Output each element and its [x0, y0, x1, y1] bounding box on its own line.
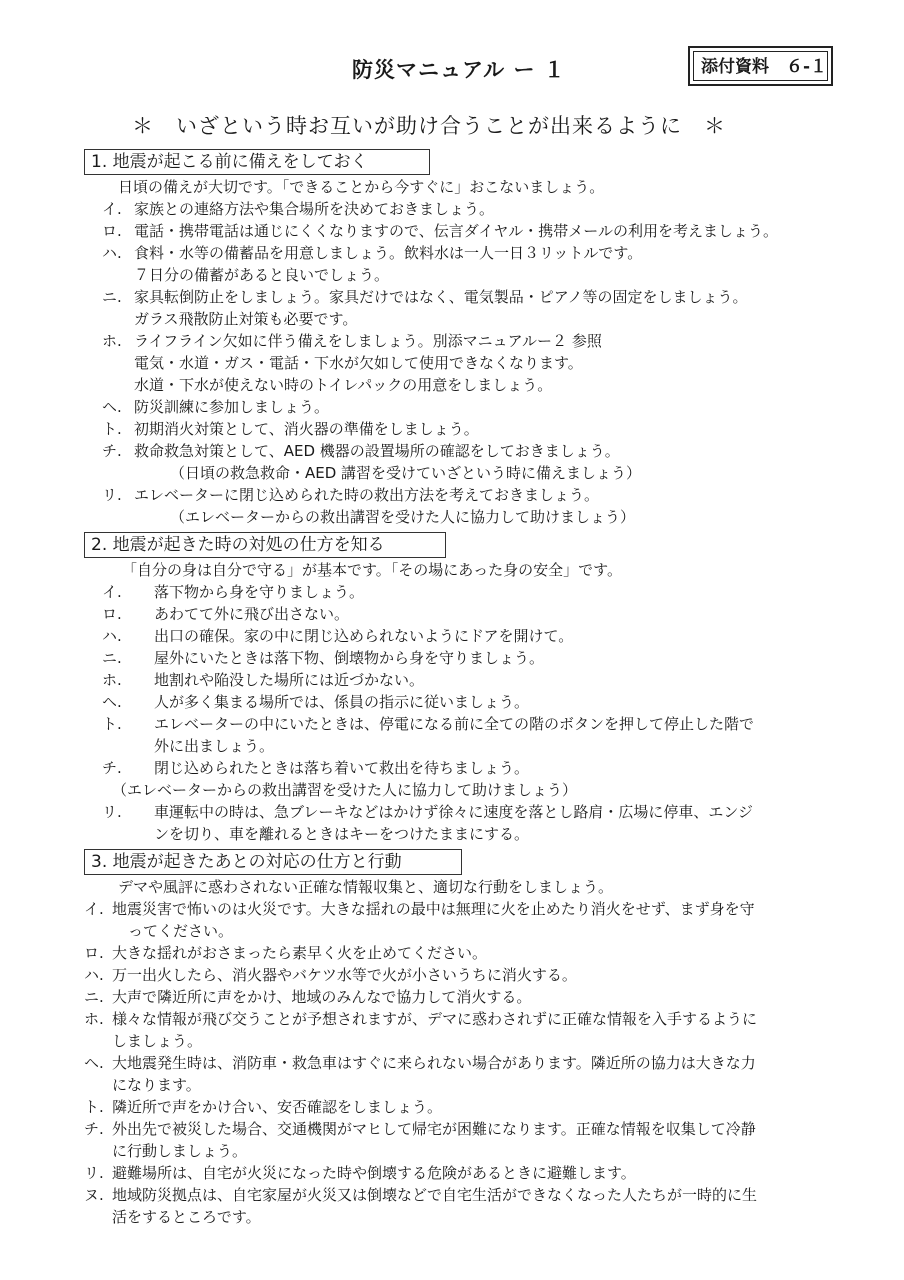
item-marker: ハ. [102, 244, 122, 262]
item-text: 外出先で被災した場合、交通機関がマヒして帰宅が困難になります。正確な情報を収集して冷静 [112, 1120, 756, 1138]
item-marker: リ. [102, 486, 122, 504]
item-text: 人が多く集まる場所では、係員の指示に従いましょう。 [154, 693, 530, 711]
item-text: ライフライン欠如に伴う備えをしましょう。別添マニュアルー２ 参照 [134, 332, 602, 350]
section-3-item-continued: に行動しましょう。 [112, 1142, 248, 1160]
item-marker: チ. [102, 759, 122, 777]
item-text: 隣近所で声をかけ合い、安否確認をしましょう。 [112, 1098, 443, 1116]
item-text: 避難場所は、自宅が火災になった時や倒壊する危険があるときに避難します。 [112, 1164, 636, 1182]
section-2-item [102, 670, 424, 690]
item-text: 車運転中の時は、急ブレーキなどはかけず徐々に速度を落とし路肩・広場に停車、エンジ [154, 803, 754, 821]
section-3-item-continued: しましょう。 [112, 1032, 203, 1050]
section-2-item [102, 648, 544, 668]
item-marker: リ. [102, 803, 122, 821]
item-marker: チ. [84, 1120, 104, 1138]
section-3-item-continued: ってください。 [128, 922, 234, 940]
section-2-item-continued: ンを切り、車を離れるときはキーをつけたままにする。 [154, 825, 530, 843]
item-marker: ホ. [102, 332, 122, 350]
section-1-item-continued: 電気・水道・ガス・電話・下水が欠如して使用できなくなります。 [134, 354, 583, 372]
item-text: 大声で隣近所に声をかけ、地域のみんなで協力して消火する。 [112, 988, 532, 1006]
item-marker: ハ. [102, 627, 122, 645]
item-text: エレベーターに閉じ込められた時の救出方法を考えておきましょう。 [134, 486, 600, 504]
section-1-item-continued: （エレベーターからの救出講習を受けた人に協力して助けましょう） [170, 508, 636, 526]
section-1-item [102, 441, 620, 461]
section-3-item [84, 1053, 756, 1073]
item-marker: ニ. [84, 988, 104, 1006]
item-text: 万一出火したら、消火器やバケツ水等で火が小さいうちに消火する。 [112, 966, 577, 984]
section-2-item [102, 582, 364, 602]
section-2-heading: 2. 地震が起きた時の対処の仕方を知る [84, 532, 446, 558]
section-3-item [84, 899, 755, 919]
section-2-item-continued: （エレベーターからの救出講習を受けた人に協力して助けましょう） [112, 781, 578, 799]
section-3-item [84, 1185, 757, 1205]
section-1-item [102, 485, 599, 505]
section-3-item-continued: 活をするところです。 [112, 1208, 261, 1226]
item-marker: イ. [84, 900, 104, 918]
item-marker: ハ. [84, 966, 104, 984]
item-text: 家具転倒防止をしましょう。家具だけではなく、電気製品・ピアノ等の固定をしましょう。 [134, 288, 748, 306]
section-1-intro: 日頃の備えが大切です。「できることから今すぐに」おこないましょう。 [118, 178, 605, 196]
item-marker: ロ. [84, 944, 104, 962]
item-marker: ヘ. [102, 398, 122, 416]
item-marker: イ. [102, 583, 122, 601]
section-3-item [84, 1119, 756, 1139]
item-text: あわてて外に飛び出さない。 [154, 605, 350, 623]
item-text: 屋外にいたときは落下物、倒壊物から身を守りましょう。 [154, 649, 545, 667]
item-marker: ヌ. [84, 1186, 104, 1204]
section-2-item [102, 714, 754, 734]
item-marker: チ. [102, 442, 122, 460]
item-text: 地域防災拠点は、自宅家屋が火災又は倒壊などで自宅生活ができなくなった人たちが一時的に生 [112, 1186, 758, 1204]
document-title: 防災マニュアル ー １ [352, 58, 566, 82]
section-3-item-continued: になります。 [112, 1076, 201, 1094]
item-marker: ヘ. [84, 1054, 104, 1072]
section-3-heading: 3. 地震が起きたあとの対応の仕方と行動 [84, 849, 462, 875]
section-3-item [84, 987, 531, 1007]
section-1-item-continued: （日頃の救急救命・AED 講習を受けていざという時に備えましょう） [170, 464, 642, 482]
item-text: 電話・携帯電話は通じにくくなりますので、伝言ダイヤル・携帯メールの利用を考えましょう。 [134, 222, 778, 240]
section-1-item-continued: 水道・下水が使えない時のトイレパックの用意をしましょう。 [134, 376, 553, 394]
item-text: 救命救急対策として、AED 機器の設置場所の確認をしておきましょう。 [134, 442, 620, 460]
item-marker: ロ. [102, 222, 122, 240]
section-1-item [102, 419, 479, 439]
item-text: 落下物から身を守りましょう。 [154, 583, 365, 601]
item-marker: ホ. [102, 671, 122, 689]
section-2-intro: 「自分の身は自分で守る」が基本です。「その場にあった身の安全」です。 [122, 561, 622, 579]
item-marker: ニ. [102, 649, 122, 667]
item-text: 初期消火対策として、消火器の準備をしましょう。 [134, 420, 479, 438]
attachment-label: 添付資料 ６-１ [693, 51, 828, 81]
section-3-item [84, 1097, 442, 1117]
item-marker: ト. [102, 420, 122, 438]
item-marker: ロ. [102, 605, 122, 623]
item-marker: リ. [84, 1164, 104, 1182]
item-text: 大きな揺れがおさまったら素早く火を止めてください。 [112, 944, 488, 962]
attachment-label-box [688, 46, 833, 86]
item-text: 地震災害で怖いのは火災です。大きな揺れの最中は無理に火を止めたり消火をせず、まず身を守 [112, 900, 755, 918]
document-subtitle: ＊ いざという時お互いが助け合うことが出来るように ＊ [132, 114, 726, 138]
section-1-item [102, 331, 602, 351]
section-3-item [84, 943, 487, 963]
section-1-item [102, 287, 748, 307]
section-2-item-continued: 外に出ましょう。 [154, 737, 275, 755]
item-marker: イ. [102, 200, 122, 218]
section-1-heading: 1. 地震が起こる前に備えをしておく [84, 149, 430, 175]
item-text: 様々な情報が飛び交うことが予想されますが、デマに惑わされずに正確な情報を入手するように [112, 1010, 758, 1028]
section-1-item [102, 243, 642, 263]
section-1-item [102, 221, 778, 241]
item-text: 家族との連絡方法や集合場所を決めておきましょう。 [134, 200, 495, 218]
item-marker: ヘ. [102, 693, 122, 711]
item-marker: ホ. [84, 1010, 104, 1028]
section-2-item [102, 604, 349, 624]
section-1-item [102, 397, 329, 417]
section-2-item [102, 626, 573, 646]
item-text: 閉じ込められたときは落ち着いて救出を待ちましょう。 [154, 759, 530, 777]
item-marker: ト. [102, 715, 122, 733]
section-2-item [102, 692, 529, 712]
section-3-item [84, 1163, 636, 1183]
item-marker: ニ. [102, 288, 122, 306]
section-1-item [102, 199, 494, 219]
section-1-item-continued: ７日分の備蓄があると良いでしょう。 [134, 266, 390, 284]
section-3-item [84, 965, 577, 985]
section-2-item [102, 802, 753, 822]
item-text: 食料・水等の備蓄品を用意しましょう。飲料水は一人一日３リットルです。 [134, 244, 643, 262]
item-text: 大地震発生時は、消防車・救急車はすぐに来られない場合があります。隣近所の協力は大きな力 [112, 1054, 756, 1072]
section-1-item-continued: ガラス飛散防止対策も必要です。 [134, 310, 358, 328]
section-2-item [102, 758, 529, 778]
item-marker: ト. [84, 1098, 104, 1116]
item-text: 出口の確保。家の中に閉じ込められないようにドアを開けて。 [154, 627, 574, 645]
item-text: 地割れや陥没した場所には近づかない。 [154, 671, 425, 689]
section-3-item [84, 1009, 757, 1029]
item-text: エレベーターの中にいたときは、停電になる前に全ての階のボタンを押して停止した階で [154, 715, 755, 733]
item-text: 防災訓練に参加しましょう。 [134, 398, 330, 416]
section-3-intro: デマや風評に惑わされない正確な情報収集と、適切な行動をしましょう。 [118, 878, 614, 896]
